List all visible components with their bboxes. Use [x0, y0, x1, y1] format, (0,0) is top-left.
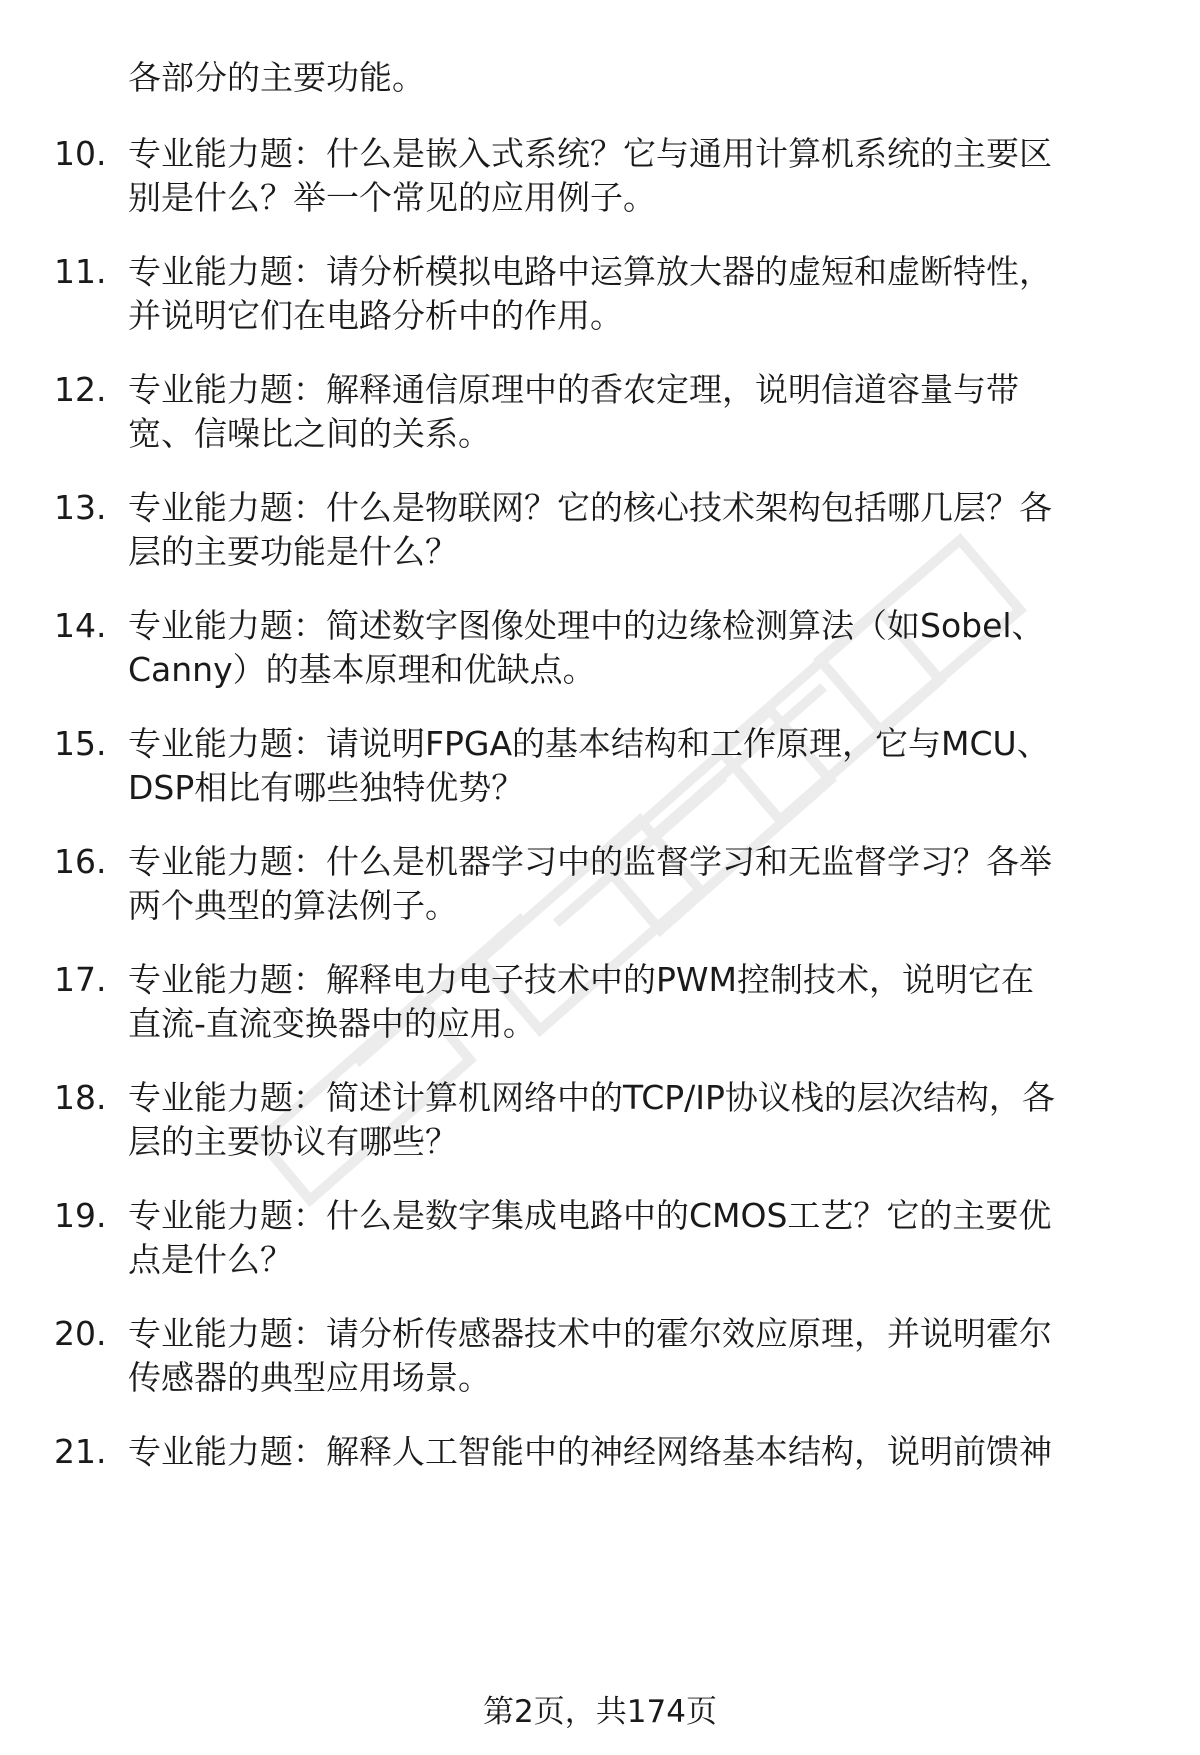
question-text-line2: 并说明它们在电路分析中的作用。	[128, 296, 623, 335]
question-text-line2: Canny）的基本原理和优缺点。	[128, 650, 596, 689]
question-number: 10.	[54, 134, 107, 173]
question-text-line1: 专业能力题：解释通信原理中的香农定理，说明信道容量与带	[128, 370, 1019, 409]
question-text-line1: 专业能力题：简述数字图像处理中的边缘检测算法（如Sobel、	[128, 606, 1045, 645]
question-number: 15.	[54, 724, 107, 763]
question-text-line1: 专业能力题：请分析模拟电路中运算放大器的虚短和虚断特性，	[128, 252, 1052, 291]
question-text-line1: 专业能力题：解释电力电子技术中的PWM控制技术，说明它在	[128, 960, 1035, 999]
question-number: 12.	[54, 370, 107, 409]
question-text-line2: 层的主要功能是什么？	[128, 532, 458, 571]
question-number: 19.	[54, 1196, 107, 1235]
question-number: 17.	[54, 960, 107, 999]
question-text-line1: 专业能力题：什么是物联网？它的核心技术架构包括哪几层？各	[128, 488, 1052, 527]
question-text-line2: 传感器的典型应用场景。	[128, 1358, 491, 1397]
question-number: 11.	[54, 252, 107, 291]
question-number: 16.	[54, 842, 107, 881]
page-number-footer: 第2页，共174页	[483, 1694, 717, 1730]
question-text-line1: 专业能力题：解释人工智能中的神经网络基本结构，说明前馈神	[128, 1432, 1052, 1471]
question-text-line2: 两个典型的算法例子。	[128, 886, 458, 925]
question-number: 21.	[54, 1432, 107, 1471]
question-text-line1: 专业能力题：什么是机器学习中的监督学习和无监督学习？各举	[128, 842, 1052, 881]
question-text-line1: 专业能力题：什么是数字集成电路中的CMOS工艺？它的主要优	[128, 1196, 1052, 1235]
question-text-line2: 别是什么？举一个常见的应用例子。	[128, 178, 656, 217]
question-text-line2: 层的主要协议有哪些？	[128, 1122, 458, 1161]
question-text-line2: 点是什么？	[128, 1240, 293, 1279]
question-text-line1: 专业能力题：简述计算机网络中的TCP/IP协议栈的层次结构，各	[128, 1078, 1055, 1117]
question-number: 14.	[54, 606, 107, 645]
question-number: 20.	[54, 1314, 107, 1353]
question-number: 13.	[54, 488, 107, 527]
question-text-line1: 专业能力题：什么是嵌入式系统？它与通用计算机系统的主要区	[128, 134, 1052, 173]
question-number: 18.	[54, 1078, 107, 1117]
question-text-line2: 直流-直流变换器中的应用。	[128, 1004, 536, 1043]
question-text-line1: 专业能力题：请分析传感器技术中的霍尔效应原理，并说明霍尔	[128, 1314, 1052, 1353]
question-text-line2: 宽、信噪比之间的关系。	[128, 414, 491, 453]
question-text-line1: 专业能力题：请说明FPGA的基本结构和工作原理，它与MCU、	[128, 724, 1050, 763]
question-text-line2: DSP相比有哪些独特优势？	[128, 768, 525, 807]
lead-continuation-text: 各部分的主要功能。	[128, 58, 425, 97]
